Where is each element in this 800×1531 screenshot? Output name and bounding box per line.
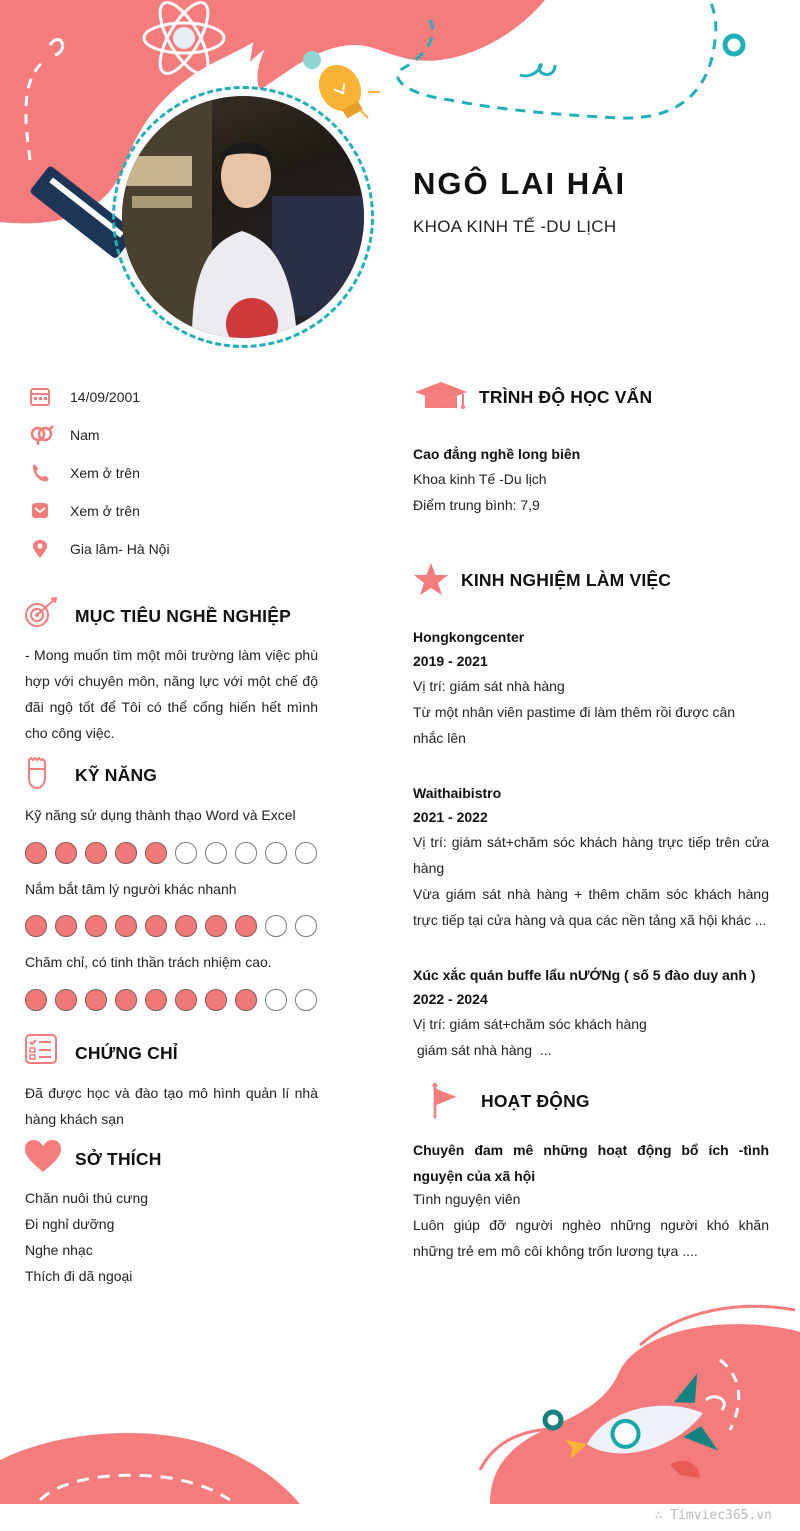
rating-dot-filled (85, 842, 107, 864)
rating-dot-empty (175, 842, 197, 864)
contact-gender (30, 423, 100, 447)
rating-dot-filled (55, 989, 77, 1011)
skill-1-label: Kỹ năng sử dụng thành thạo Word và Excel (25, 807, 296, 823)
hobbies-title: SỞ THÍCH (75, 1148, 162, 1169)
education-major: Khoa kinh Tế -Du lịch (413, 471, 547, 487)
rating-dot-filled (205, 915, 227, 937)
heart-icon (25, 1140, 69, 1178)
contact-dob (30, 385, 140, 409)
experience-title: KINH NGHIỆM LÀM VIỆC (461, 569, 672, 590)
job-3-description: giám sát nhà hàng ... (413, 1042, 552, 1058)
rating-dot-filled (25, 842, 47, 864)
phone-text: Xem ở trên (70, 465, 140, 481)
contact-phone (30, 461, 140, 485)
candidate-name: NGÔ LAI HẢI (413, 166, 627, 201)
activities-description: Luôn giúp đỡ người nghèo những người khó khăn những trẻ em mô côi không trốn lương tựa .... (413, 1217, 769, 1259)
rating-dot-filled (85, 989, 107, 1011)
gender-icon (30, 425, 60, 445)
address-text: Gia lâm- Hà Nội (70, 541, 170, 557)
rating-dot-empty (295, 915, 317, 937)
star-icon (413, 561, 455, 599)
job-1-period: 2019 - 2021 (413, 653, 488, 669)
rating-dot-filled (25, 915, 47, 937)
rating-dot-filled (175, 989, 197, 1011)
hobby-item: Thích đi dã ngoại (25, 1268, 133, 1284)
objective-title: MỤC TIÊU NGHỀ NGHIỆP (75, 605, 291, 626)
skill-3-rating (25, 989, 317, 1011)
phone-icon (30, 463, 60, 483)
skill-2-rating (25, 915, 317, 937)
gender-text: Nam (70, 427, 100, 443)
job-1-company: Hongkongcenter (413, 629, 525, 645)
rating-dot-empty (295, 842, 317, 864)
certificates-heading (25, 1034, 178, 1072)
skill-1-rating (25, 842, 317, 864)
rating-dot-filled (25, 989, 47, 1011)
location-icon (30, 539, 60, 559)
dob-text: 14/09/2001 (70, 389, 141, 405)
education-heading (413, 378, 652, 416)
rating-dot-filled (55, 842, 77, 864)
rating-dot-filled (145, 915, 167, 937)
email-icon (30, 501, 60, 521)
job-1-position: Vị trí: giám sát nhà hàng (413, 678, 565, 694)
rating-dot-empty (235, 842, 257, 864)
checklist-icon (25, 1034, 69, 1072)
rating-dot-filled (205, 989, 227, 1011)
rating-dot-filled (235, 915, 257, 937)
objective-text: - Mong muốn tìm một môi trường làm việc phù hợp với chuyên môn, năng lực với một chế độ đãi ngộ tốt để Tôi có thể cống hiến hết mình cho công việc. (25, 647, 318, 741)
rating-dot-filled (235, 989, 257, 1011)
job-1-description: Từ một nhân viên pastime đi làm thêm rồi được cân nhắc lên (413, 704, 736, 746)
rating-dot-empty (295, 989, 317, 1011)
skill-3-label: Chăm chỉ, có tinh thần trách nhiệm cao. (25, 954, 272, 970)
rating-dot-empty (265, 842, 287, 864)
skill-2-label: Nắm bắt tâm lý người khác nhanh (25, 881, 237, 897)
job-2-description: Vừa giám sát nhà hàng + thêm chăm sóc khách hàng trực tiếp tại cửa hàng và qua các nền tảng xã hội khác ... (413, 886, 769, 928)
profile-photo-frame (112, 86, 374, 348)
job-2-period: 2021 - 2022 (413, 809, 488, 825)
education-title: TRÌNH ĐỘ HỌC VẤN (479, 386, 653, 407)
job-2-position: Vị trí: giám sát+chăm sóc khách hàng trực tiếp trên cửa hàng (413, 834, 769, 876)
graduation-cap-icon (413, 378, 473, 416)
target-icon (25, 597, 69, 635)
rating-dot-filled (115, 989, 137, 1011)
job-3-position: Vị trí: giám sát+chăm sóc khách hàng (413, 1016, 647, 1032)
profile-photo (122, 96, 364, 338)
rating-dot-filled (55, 915, 77, 937)
skills-title: KỸ NĂNG (75, 764, 158, 785)
education-gpa: Điểm trung bình: 7,9 (413, 497, 540, 513)
objective-heading (25, 597, 291, 635)
job-3-company: Xúc xắc quán buffe lẩu nƯỚNg ( số 5 đào duy anh ) (413, 967, 756, 983)
activities-headline: Chuyên đam mê những hoạt động bổ ích -tình nguyện của xã hội (413, 1142, 769, 1184)
hobbies-heading (25, 1140, 162, 1178)
hobby-item: Đi nghỉ dưỡng (25, 1216, 115, 1232)
job-3-period: 2022 - 2024 (413, 991, 488, 1007)
rating-dot-filled (115, 915, 137, 937)
contact-address (30, 537, 170, 561)
rating-dot-empty (205, 842, 227, 864)
activities-title: HOẠT ĐỘNG (481, 1090, 590, 1111)
certificates-title: CHỨNG CHỈ (75, 1042, 178, 1063)
certificates-text: Đã được học và đào tạo mô hình quản lí nhà hàng khách sạn (25, 1085, 318, 1127)
rating-dot-filled (85, 915, 107, 937)
job-2-company: Waithaibistro (413, 785, 502, 801)
rating-dot-filled (145, 842, 167, 864)
rating-dot-filled (175, 915, 197, 937)
hobby-item: Nghe nhạc (25, 1242, 93, 1258)
candidate-department: KHOA KINH TẾ -DU LỊCH (413, 217, 617, 236)
rating-dot-empty (265, 915, 287, 937)
skills-heading (25, 756, 157, 794)
rating-dot-filled (145, 989, 167, 1011)
activities-role: Tình nguyện viên (413, 1191, 521, 1207)
hobby-item: Chăn nuôi thú cưng (25, 1190, 149, 1206)
rating-dot-filled (115, 842, 137, 864)
calendar-icon (30, 387, 60, 407)
raised-fist-icon (25, 756, 69, 794)
site-watermark: ∴ Timviec365.vn (654, 1508, 772, 1523)
contact-email (30, 499, 140, 523)
rating-dot-empty (265, 989, 287, 1011)
email-text: Xem ở trên (70, 503, 140, 519)
activities-heading (413, 1082, 590, 1120)
education-school: Cao đẳng nghề long biên (413, 446, 581, 462)
experience-heading (413, 561, 671, 599)
flag-icon (413, 1082, 475, 1120)
